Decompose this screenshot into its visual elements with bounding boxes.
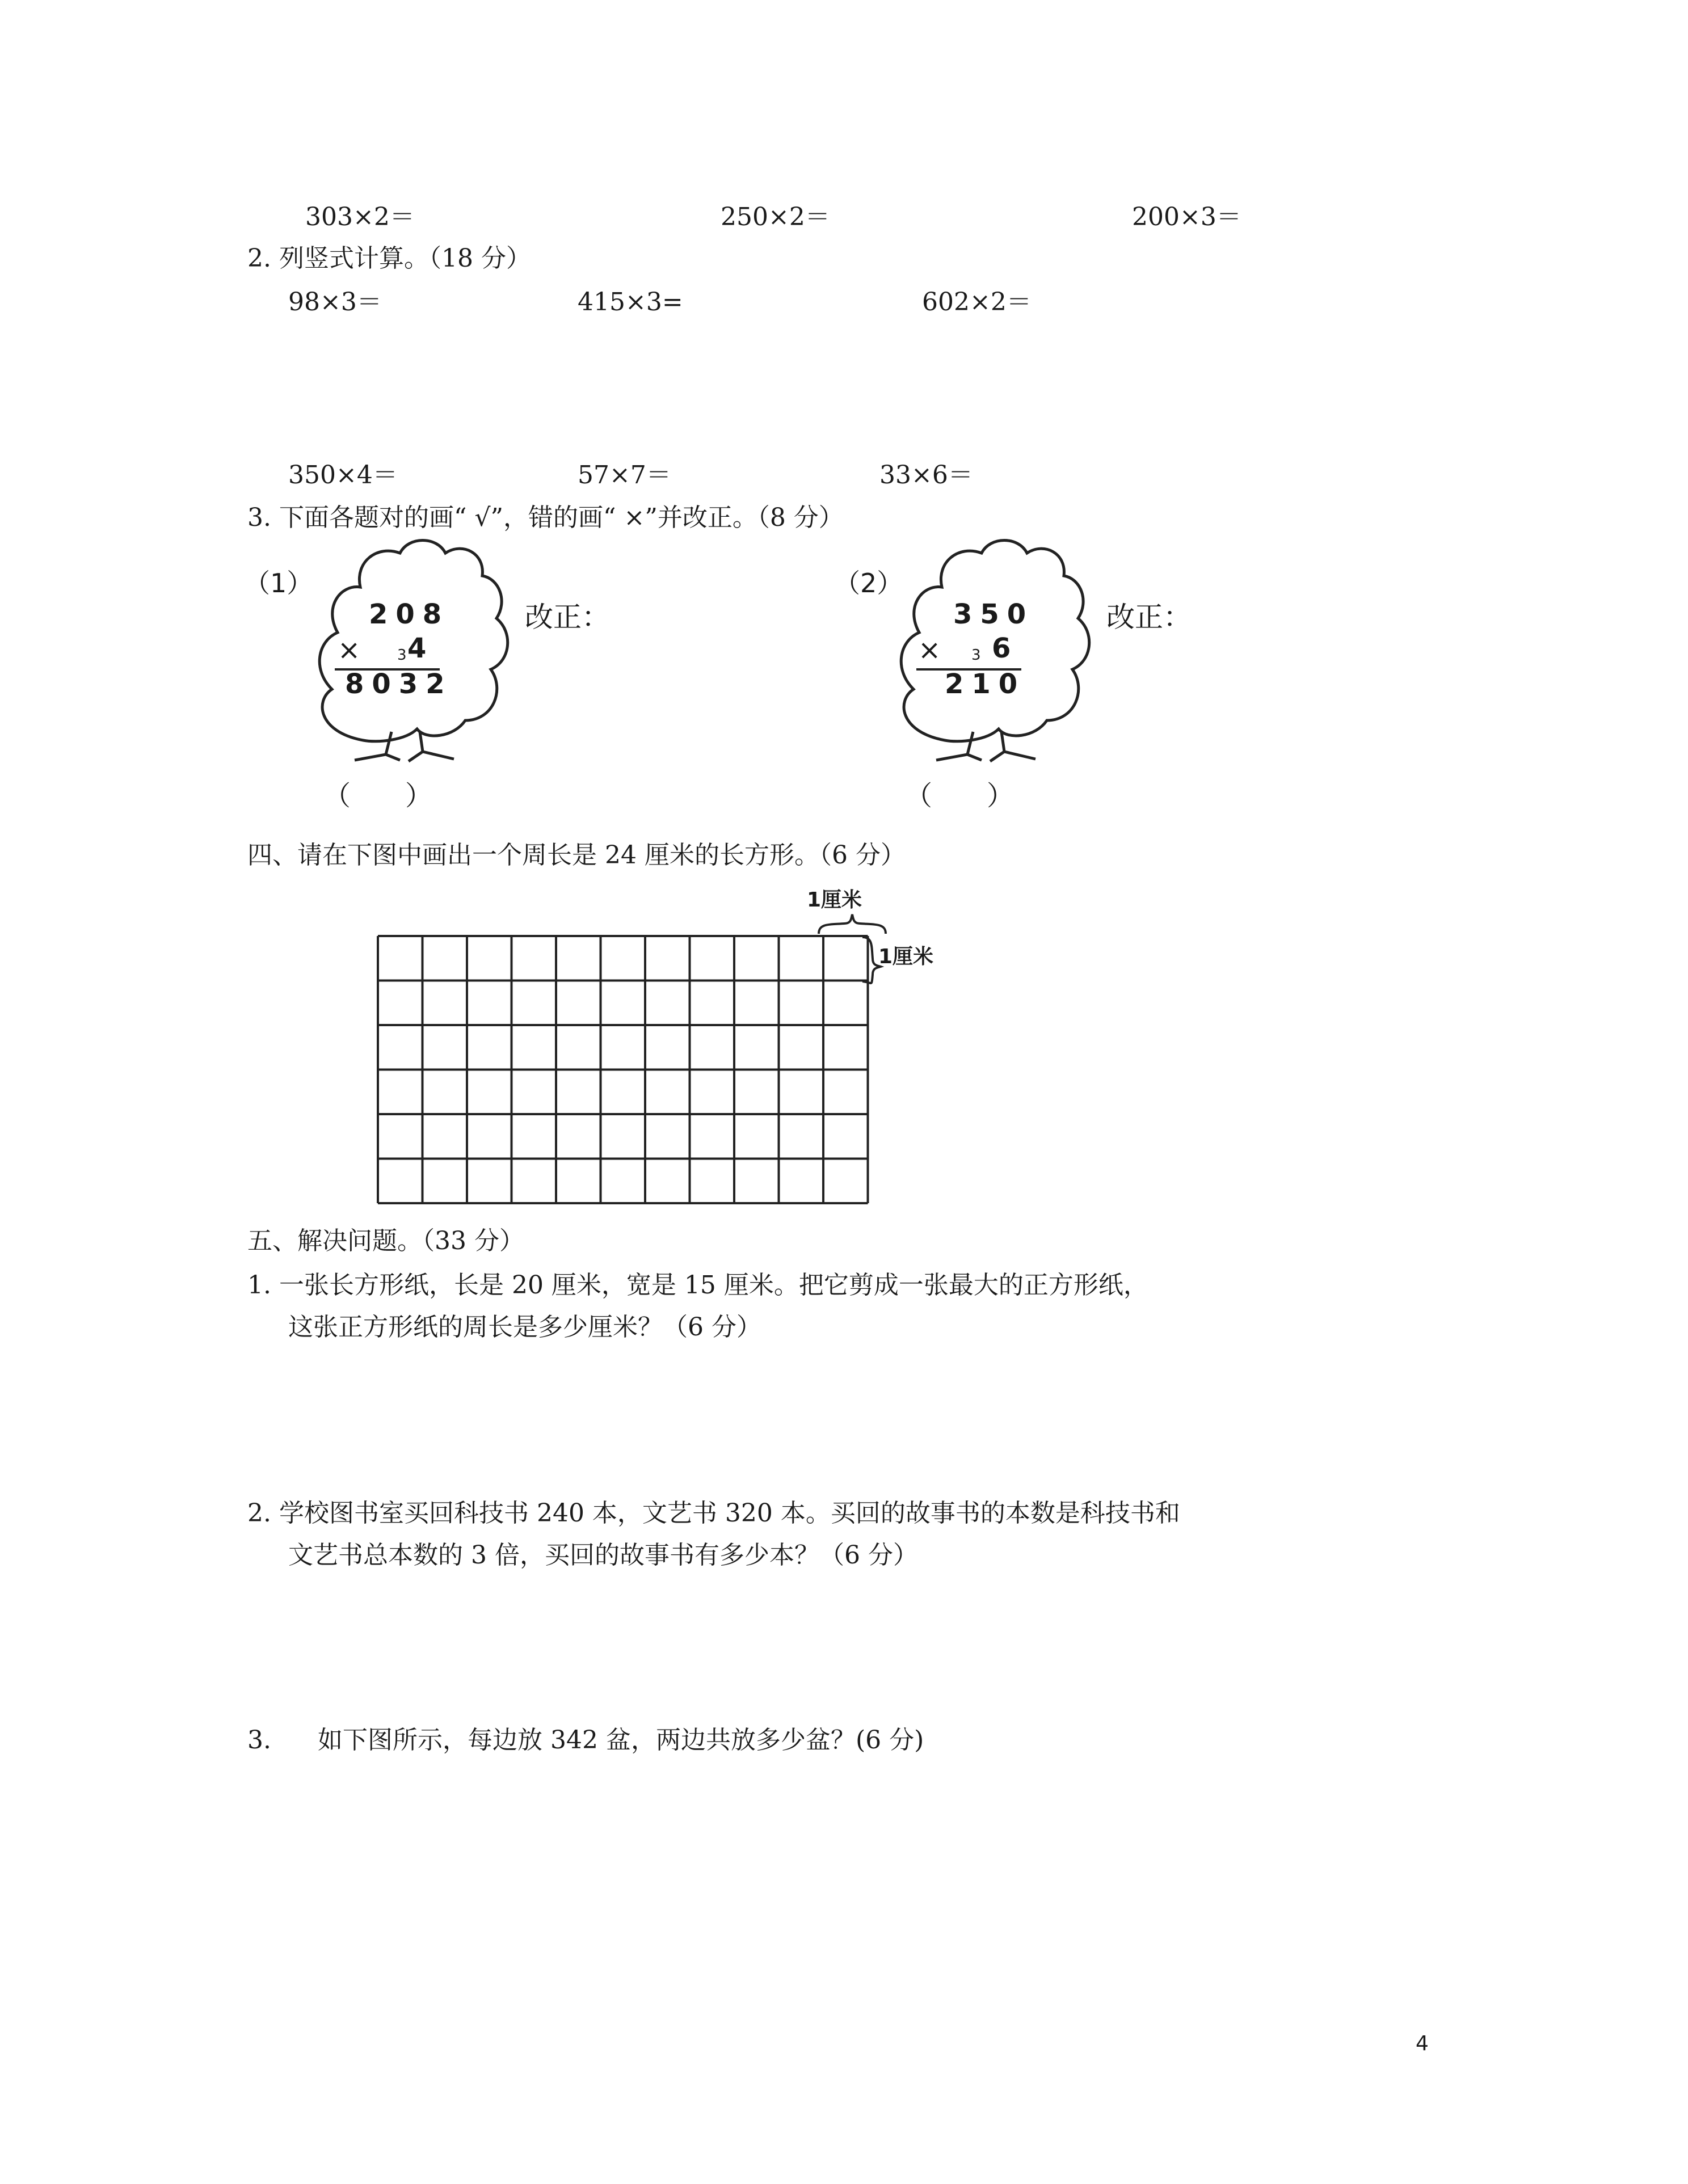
oral-problem-2: 250×2＝ (721, 203, 830, 231)
judge-item-label-2: （2） (834, 568, 903, 598)
q1-line2: 这张正方形纸的周长是多少厘米？（6 分） (288, 1313, 761, 1342)
q2-line1: 2. 学校图书室买回科技书 240 本，文艺书 320 本。买回的故事书的本数是科技书和 (247, 1499, 1180, 1528)
page-number: 4 (1416, 2032, 1429, 2055)
judge-item-1-result: 8032 (345, 668, 453, 700)
vertical-problem-2: 415×3= (578, 288, 683, 317)
judge-item-2-carry: 3 (971, 647, 981, 664)
judge-item-2-answer-paren[interactable]: （ ） (905, 780, 1015, 812)
oral-problem-3: 200×3＝ (1132, 203, 1241, 231)
q2-line2: 文艺书总本数的 3 倍，买回的故事书有多少本？（6 分） (288, 1541, 918, 1570)
vertical-problem-1: 98×3＝ (288, 288, 382, 317)
judge-item-2-times: × (918, 634, 949, 666)
judge-item-2-correction-label: 改正： (1106, 601, 1192, 634)
section5-heading: 五、解决问题。（33 分） (247, 1226, 524, 1255)
judge-item-2-top: 350 (953, 598, 1034, 630)
q1-line1: 1. 一张长方形纸，长是 20 厘米，宽是 15 厘米。把它剪成一张最大的正方形纸， (247, 1271, 1148, 1300)
top-brace (819, 914, 886, 934)
judge-item-1-carry: 3 (397, 647, 407, 664)
unit-label-top: 1厘米 (807, 888, 862, 912)
judge-item-label-1: （1） (244, 568, 313, 598)
q3-number: 3. (247, 1726, 271, 1755)
unit-label-side: 1厘米 (878, 945, 934, 968)
judge-item-2-result: 210 (945, 668, 1026, 700)
vertical-calc-heading: 2. 列竖式计算。（18 分） (247, 244, 531, 273)
judge-item-1-times: × (338, 634, 369, 666)
judge-item-1-answer-paren[interactable]: （ ） (323, 780, 433, 812)
judge-item-2-multiplier: 6 (992, 633, 1019, 664)
vertical-problem-6: 33×6＝ (879, 461, 973, 490)
q3-text: 如下图所示，每边放 342 盆，两边共放多少盆？(6 分) (318, 1726, 924, 1755)
vertical-problem-3: 602×2＝ (922, 288, 1032, 317)
section4-heading: 四、请在下图中画出一个周长是 24 厘米的长方形。（6 分） (247, 841, 906, 870)
vertical-problem-5: 57×7＝ (578, 461, 671, 490)
judge-item-1-top: 208 (369, 598, 450, 630)
oral-problem-1: 303×2＝ (305, 203, 415, 231)
vertical-problem-4: 350×4＝ (288, 461, 398, 490)
judge-item-1-multiplier: 4 (407, 633, 435, 664)
judge-item-1-correction-label: 改正： (525, 601, 610, 634)
judge-heading: 3. 下面各题对的画“ √”，错的画“ ×”并改正。（8 分） (247, 503, 844, 532)
